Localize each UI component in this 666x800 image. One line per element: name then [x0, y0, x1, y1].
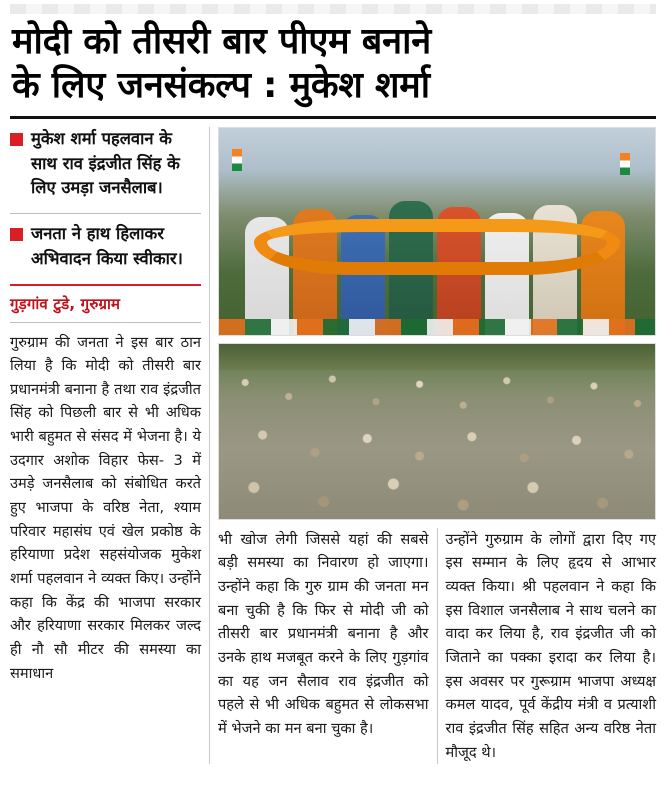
article-paragraph: उन्होंने गुरुग्राम के लोगों द्वारा दिए गए इस सम्मान के लिए हृदय से आभार व्यक्त किया। श्री पहलवान ने कहा कि इस विशाल जनसैलाब ने साथ चलने का वादा कर लिया है, राव इंद्रजीत जी को जिताने का पक्का इरादा कर लिया है। इस अवसर पर गुरूग्राम भाजपा अध्यक्ष कमल यादव, पूर्व केंद्रीय मंत्री व प्रत्याशी राव इंद्रजीत सिंह सहित अन्य वरिष्ठ नेता मौजूद थे।: [445, 530, 656, 761]
highlight-divider: [10, 213, 201, 214]
article-column-2: [218, 528, 438, 764]
headline-line-1: मोदी को तीसरी बार पीएम बनाने: [12, 21, 432, 62]
tricolor-flag-icon: [620, 153, 630, 175]
article-column-3: [438, 528, 657, 764]
marigold-garland: [254, 219, 620, 275]
headline-divider: [10, 116, 656, 119]
photo-caption: [219, 515, 655, 519]
red-square-icon: [10, 228, 23, 241]
dateline-underline: [10, 322, 201, 323]
right-column: [210, 127, 656, 764]
highlight-item: [10, 127, 201, 201]
article-paragraph: भी खोज लेगी जिससे यहां की सबसे बड़ी समस्या का निवारण हो जाएगा। उन्होंने कहा कि गुरु ग्राम की जनता मन बना चुकी है कि फिर से मोदी जी को तीसरी बार प्रधानमंत्री बनाना है और उनके हाथ मजबूत करने के लिए गुड़गांव का यह जन सैलाव राव इंद्रजीत को पहले से भी अधिक बहुमत से लोकसभा में भेजने का मन बना चुका है।: [218, 530, 429, 737]
left-column: [10, 127, 210, 764]
dateline-divider: [10, 284, 201, 286]
headline-line-2: के लिए जनसंकल्प : मुकेश शर्मा: [12, 64, 430, 106]
highlight-item: [10, 222, 201, 272]
tricolor-flag-icon: [232, 149, 242, 171]
article-columns: [218, 528, 656, 764]
page-title: [12, 20, 656, 108]
article-body: [10, 127, 656, 764]
dateline: गुड़गांव टुडे, गुरुग्राम: [10, 294, 121, 313]
article-column-1: [10, 331, 201, 686]
highlight-text: जनता ने हाथ हिलाकर अभिवादन किया स्वीकार।: [31, 224, 183, 268]
crowd-texture: [219, 344, 655, 519]
red-square-icon: [10, 133, 23, 146]
rally-stage-garland-photo: [218, 127, 656, 336]
highlight-text: मुकेश शर्मा पहलवान के साथ राव इंद्रजीत सिंह के लिए उमड़ा जनसैलाब।: [31, 128, 180, 198]
photo-caption: [219, 331, 655, 335]
article-paragraph: गुरुग्राम की जनता ने इस बार ठान लिया है कि मोदी को तीसरी बार प्रधानमंत्री बनाना है तथा राव इंद्रजीत सिंह को पिछली बार से भी अधिक भारी बहुमत से संसद में भेजना है। ये उदगार अशोक विहार फेस- 3 में उमड़े जनसैलाब को संबोधित करते हुए भाजपा के वरिष्ठ नेता, श्याम परिवार महासंघ एवं खेल प्रकोष्ठ के हरियाणा प्रदेश सहसंयोजक मुकेश शर्मा पहलवान ने व्यक्त किए। उन्होंने कहा कि केंद्र की भाजपा सरकार और हरियाणा सरकार मिलकर जल्द ही नौ सौ मीटर की समस्या का समाधान: [10, 333, 201, 682]
rally-crowd-photo: [218, 343, 656, 520]
page-top-edge: [10, 4, 656, 14]
